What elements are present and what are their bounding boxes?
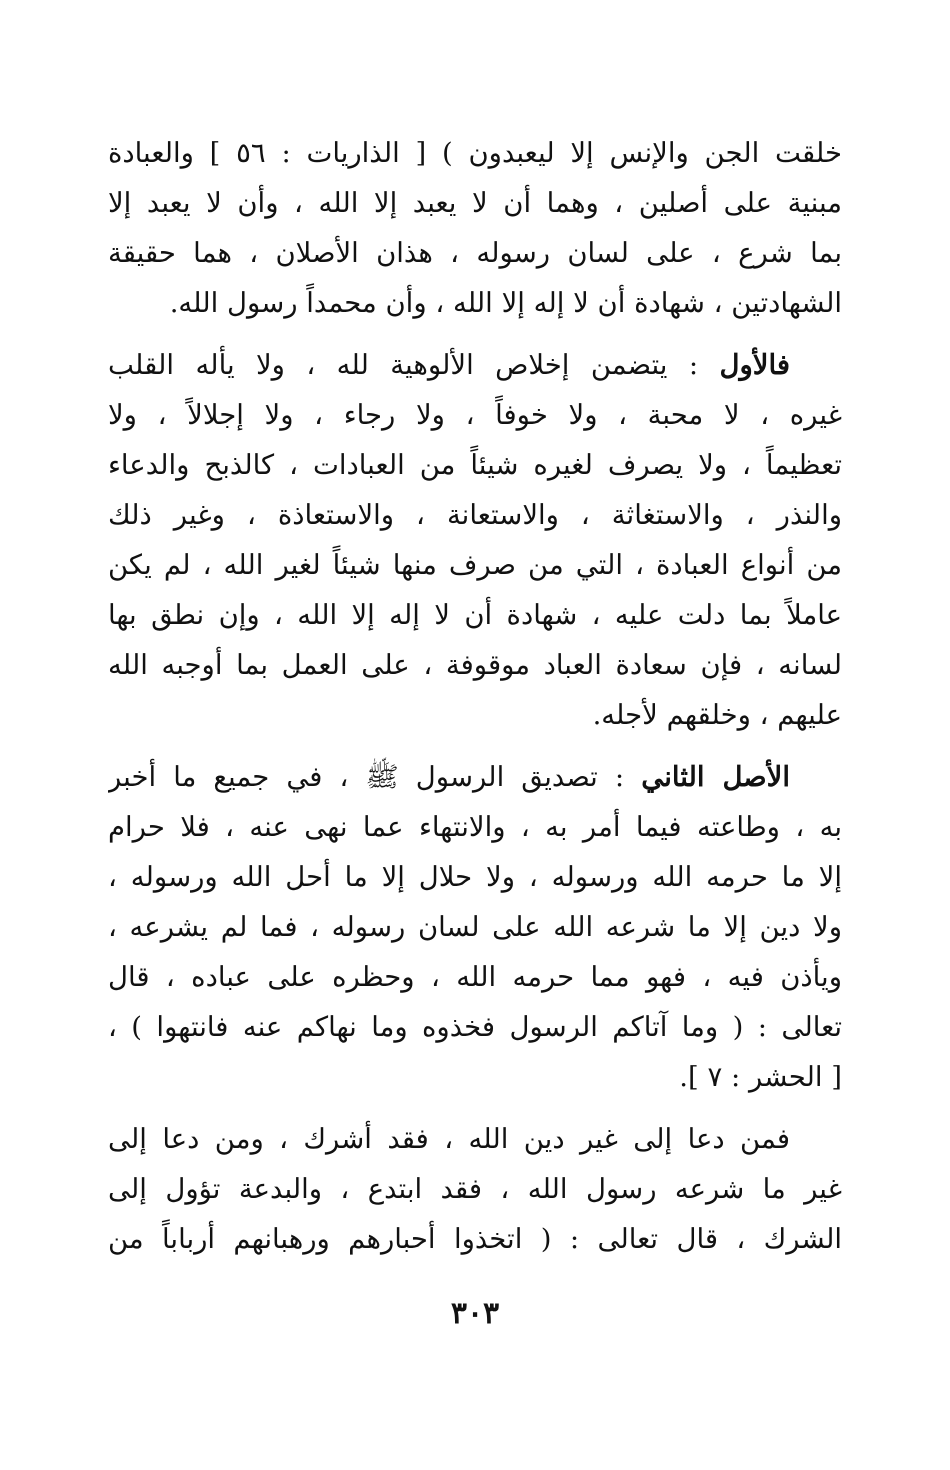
text-line: غيره ، لا محبة ، ولا خوفاً ، ولا رجاء ، ولا إجلالاً ، ولا (108, 399, 842, 431)
text-line: غير ما شرعه رسول الله ، فقد ابتدع ، والبدعة تؤول إلى (108, 1173, 842, 1205)
paragraph-conclusion (108, 1114, 842, 1264)
text-line: ويأذن فيه ، فهو مما حرمه الله ، وحظره على عباده ، قال (108, 961, 842, 993)
text-line: من أنواع العبادة ، التي من صرف منها شيئاً لغير الله ، لم يكن (108, 549, 842, 581)
page-number: ٣٠٣ (450, 1296, 500, 1331)
page-body (108, 128, 842, 1264)
text-line: به ، وطاعته فيما أمر به ، والانتهاء عما نهى عنه ، فلا حرام (108, 811, 842, 843)
text-line-rest: : يتضمن إخلاص الألوهية لله ، ولا يأله القلب (108, 349, 720, 381)
text-line: عاملاً بما دلت عليه ، شهادة أن لا إله إلا الله ، وإن نطق بها (108, 599, 842, 631)
text-line: مبنية على أصلين ، وهما أن لا يعبد إلا الله ، وأن لا يعبد إلا (108, 187, 842, 219)
text-line: لسانه ، فإن سعادة العباد موقوفة ، على العمل بما أوجبه الله (108, 649, 842, 681)
text-line: [ الحشر : ٧ ]. (679, 1061, 842, 1093)
text-line: عليهم ، وخلقهم لأجله. (592, 699, 842, 731)
section-lead-term: فالأول (719, 349, 790, 381)
text-line: تعظيماً ، ولا يصرف لغيره شيئاً من العبادات ، كالذبح والدعاء (108, 449, 842, 481)
paragraph-first-principle (108, 340, 842, 740)
text-line: الشهادتين ، شهادة أن لا إله إلا الله ، وأن محمداً رسول الله. (169, 287, 842, 319)
paragraph-intro (108, 128, 842, 328)
paragraph-second-principle (108, 752, 842, 1102)
text-line-rest: : تصديق الرسول ﷺ ، في جميع ما أخبر (108, 761, 642, 793)
text-line: خلقت الجن والإنس إلا ليعبدون ) [ الذاريات : ٥٦ ] والعبادة (108, 137, 842, 169)
text-line: ولا دين إلا ما شرعه الله على لسان رسوله ، فما لم يشرعه ، (108, 911, 842, 943)
text-line (108, 340, 842, 390)
text-line (108, 752, 842, 802)
text-line: بما شرع ، على لسان رسوله ، هذان الأصلان ، هما حقيقة (108, 237, 842, 269)
text-line: والنذر ، والاستغاثة ، والاستعانة ، والاستعاذة ، وغير ذلك (108, 499, 842, 531)
text-line: فمن دعا إلى غير دين الله ، فقد أشرك ، ومن دعا إلى (108, 1123, 790, 1155)
section-lead-term: الأصل الثاني (641, 761, 790, 793)
text-line: تعالى : ( وما آتاكم الرسول فخذوه وما نهاكم عنه فانتهوا ) ، (108, 1011, 842, 1043)
text-line: الشرك ، قال تعالى : ( اتخذوا أحبارهم ورهبانهم أرباباً من (108, 1223, 842, 1255)
text-line: إلا ما حرمه الله ورسوله ، ولا حلال إلا ما أحل الله ورسوله ، (108, 861, 842, 893)
